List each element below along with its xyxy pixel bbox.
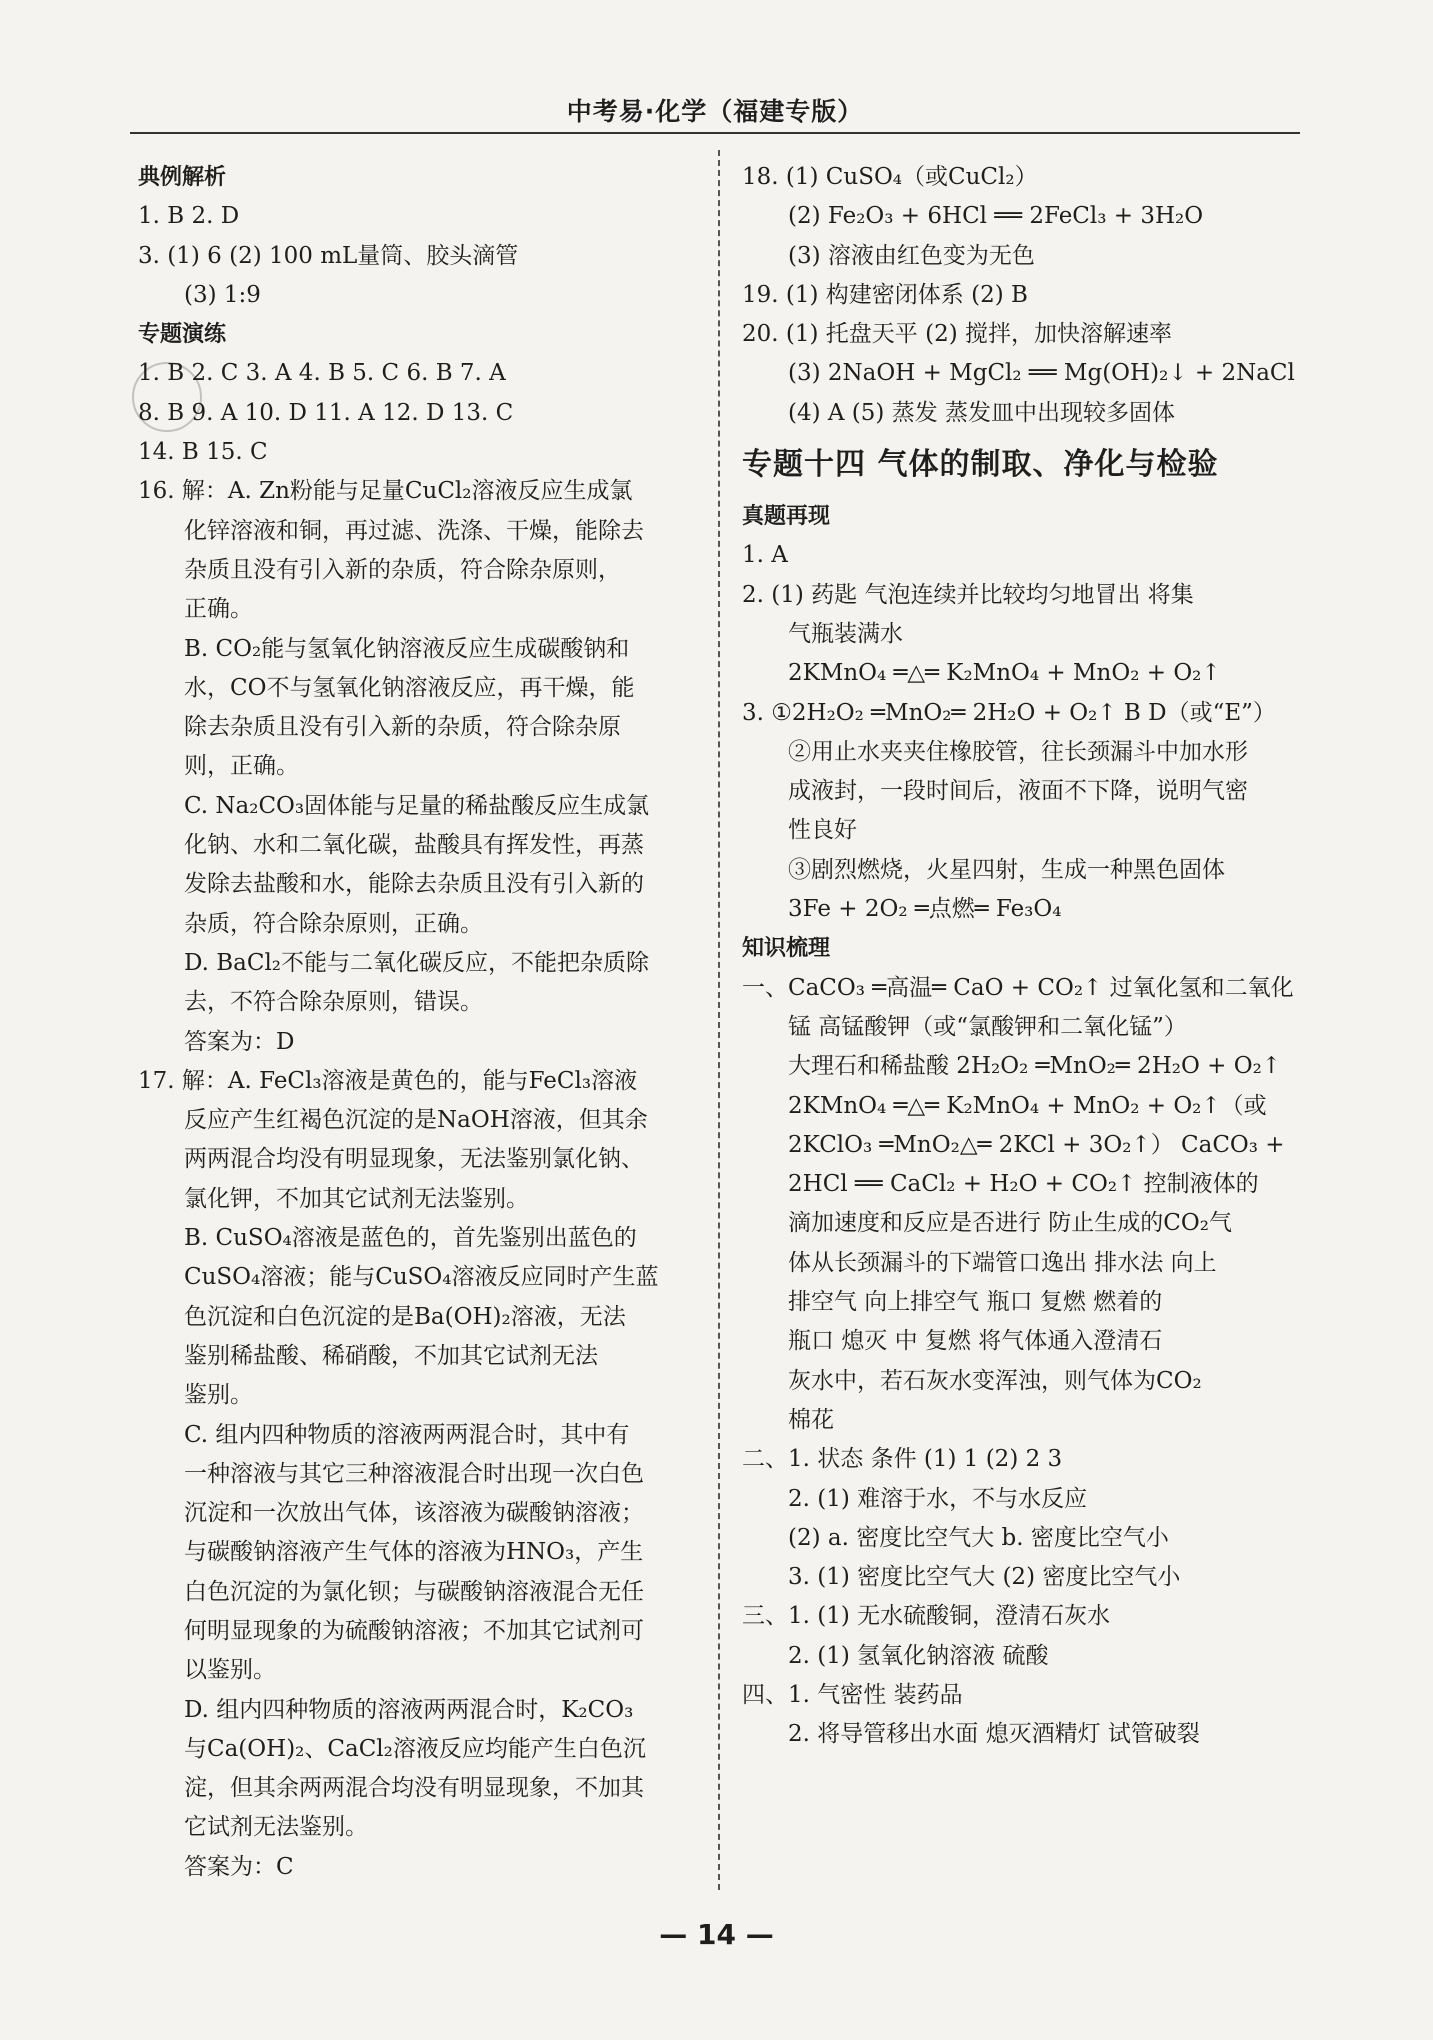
answer-line: 1. A xyxy=(742,542,788,569)
answer-line: 四、1. 气密性 装药品 xyxy=(742,1681,963,1708)
section-heading: 专题演练 xyxy=(138,322,227,348)
answer-line: 淀，但其余两两混合均没有明显现象，不加其 xyxy=(184,1775,644,1802)
answer-line: (3) 2NaOH + MgCl₂ ══ Mg(OH)₂↓ + 2NaCl xyxy=(788,360,1295,387)
answer-line: (2) a. 密度比空气大 b. 密度比空气小 xyxy=(788,1524,1169,1551)
answer-line: 何明显现象的为硫酸钠溶液；不加其它试剂可 xyxy=(184,1617,644,1644)
answer-line: 一种溶液与其它三种溶液混合时出现一次白色 xyxy=(184,1460,644,1487)
answer-line: (4) A (5) 蒸发 蒸发皿中出现较多固体 xyxy=(788,399,1176,426)
column-divider xyxy=(718,150,720,1890)
answer-line: 一、CaCO₃ ═高温═ CaO + CO₂↑ 过氧化氢和二氧化 xyxy=(742,974,1294,1001)
answer-line: 2. (1) 药匙 气泡连续并比较均匀地冒出 将集 xyxy=(742,581,1194,608)
answer-line: 20. (1) 托盘天平 (2) 搅拌，加快溶解速率 xyxy=(742,321,1172,348)
answer-line: 气瓶装满水 xyxy=(788,620,903,647)
answer-line: C. 组内四种物质的溶液两两混合时，其中有 xyxy=(184,1421,630,1448)
answer-line: 鉴别稀盐酸、稀硝酸，不加其它试剂无法 xyxy=(184,1342,598,1369)
section-heading: 真题再现 xyxy=(742,504,831,530)
answer-line: C. Na₂CO₃固体能与足量的稀盐酸反应生成氯 xyxy=(184,792,650,819)
answer-line: 氯化钾，不加其它试剂无法鉴别。 xyxy=(184,1185,529,1212)
answer-line: 滴加速度和反应是否进行 防止生成的CO₂气 xyxy=(788,1210,1232,1237)
answer-line: 8. B 9. A 10. D 11. A 12. D 13. C xyxy=(138,399,514,426)
answer-line: 1. B 2. D xyxy=(138,203,240,230)
answer-line: 它试剂无法鉴别。 xyxy=(184,1814,368,1841)
answer-line: 3. ①2H₂O₂ ═MnO₂═ 2H₂O + O₂↑ B D（或“E”） xyxy=(742,699,1276,726)
answer-line: D. BaCl₂不能与二氧化碳反应，不能把杂质除 xyxy=(184,949,650,976)
answer-line: 白色沉淀的为氯化钡；与碳酸钠溶液混合无任 xyxy=(184,1578,644,1605)
answer-line: 沉淀和一次放出气体，该溶液为碳酸钠溶液； xyxy=(184,1500,644,1527)
answer-line: 体从长颈漏斗的下端管口逸出 排水法 向上 xyxy=(788,1249,1217,1276)
page-header: 中考易·化学（福建专版） xyxy=(566,97,864,126)
answer-line: 以鉴别。 xyxy=(184,1657,276,1684)
answer-line: 除去杂质且没有引入新的杂质，符合除杂原 xyxy=(184,714,621,741)
answer-line: 与碳酸钠溶液产生气体的溶液为HNO₃，产生 xyxy=(184,1539,644,1566)
answer-line: 则，正确。 xyxy=(184,753,299,780)
answer-line: 去，不符合除杂原则，错误。 xyxy=(184,989,483,1016)
answer-line: 灰水中，若石灰水变浑浊，则气体为CO₂ xyxy=(788,1367,1202,1394)
answer-line: 2. 将导管移出水面 熄灭酒精灯 试管破裂 xyxy=(788,1721,1200,1748)
answer-line: D. 组内四种物质的溶液两两混合时，K₂CO₃ xyxy=(184,1696,634,1723)
answer-line: 锰 高锰酸钾（或“氯酸钾和二氧化锰”） xyxy=(788,1013,1187,1040)
header-rule xyxy=(130,132,1300,134)
answer-line: 反应产生红褐色沉淀的是NaOH溶液，但其余 xyxy=(184,1107,648,1134)
answer-line: B. CuSO₄溶液是蓝色的，首先鉴别出蓝色的 xyxy=(184,1225,637,1252)
answer-line: ③剧烈燃烧，火星四射，生成一种黑色固体 xyxy=(788,856,1225,883)
answer-line: B. CO₂能与氢氧化钠溶液反应生成碳酸钠和 xyxy=(184,635,630,662)
answer-line: 2KMnO₄ ═△═ K₂MnO₄ + MnO₂ + O₂↑（或 xyxy=(788,1092,1267,1119)
answer-line: 19. (1) 构建密闭体系 (2) B xyxy=(742,281,1028,308)
left-column xyxy=(138,158,693,1887)
answer-line: 性良好 xyxy=(788,817,857,844)
section-heading: 典例解析 xyxy=(138,165,227,190)
answer-line: 排空气 向上排空气 瓶口 复燃 燃着的 xyxy=(788,1289,1163,1316)
answer-line: 14. B 15. C xyxy=(138,439,268,466)
answer-line: 答案为：C xyxy=(184,1853,294,1880)
section-heading: 知识梳理 xyxy=(742,936,831,962)
answer-line: 三、1. (1) 无水硫酸铜，澄清石灰水 xyxy=(742,1603,1111,1630)
answer-line: 瓶口 熄灭 中 复燃 将气体通入澄清石 xyxy=(788,1328,1163,1355)
answer-line: 2KMnO₄ ═△═ K₂MnO₄ + MnO₂ + O₂↑ xyxy=(788,660,1221,687)
answer-line: 17. 解：A. FeCl₃溶液是黄色的，能与FeCl₃溶液 xyxy=(138,1067,638,1094)
answer-line: 二、1. 状态 条件 (1) 1 (2) 2 3 xyxy=(742,1446,1063,1473)
answer-line: 正确。 xyxy=(184,596,253,623)
answer-line: ②用止水夹夹住橡胶管，往长颈漏斗中加水形 xyxy=(788,738,1248,765)
answer-line: 杂质且没有引入新的杂质，符合除杂原则， xyxy=(184,556,621,583)
answer-line: 答案为：D xyxy=(184,1028,295,1055)
answer-line: 化锌溶液和铜，再过滤、洗涤、干燥，能除去 xyxy=(184,517,644,544)
answer-line: 16. 解：A. Zn粉能与足量CuCl₂溶液反应生成氯 xyxy=(138,478,633,505)
answer-line: 3. (1) 密度比空气大 (2) 密度比空气小 xyxy=(788,1564,1181,1591)
answer-line: 大理石和稀盐酸 2H₂O₂ ═MnO₂═ 2H₂O + O₂↑ xyxy=(788,1053,1282,1080)
answer-line: 1. B 2. C 3. A 4. B 5. C 6. B 7. A xyxy=(138,360,506,387)
answer-line: 3Fe + 2O₂ ═点燃═ Fe₃O₄ xyxy=(788,896,1062,923)
topic-14-answers xyxy=(742,497,1302,1755)
answer-line: 18. (1) CuSO₄（或CuCl₂） xyxy=(742,164,1038,190)
page-number: — 14 — xyxy=(659,1918,774,1951)
topic-title: 专题十四 气体的制取、净化与检验 xyxy=(742,447,1219,483)
answer-line: (3) 1:9 xyxy=(184,281,261,308)
answer-line: 2HCl ══ CaCl₂ + H₂O + CO₂↑ 控制液体的 xyxy=(788,1171,1259,1198)
answer-line: 2. (1) 氢氧化钠溶液 硫酸 xyxy=(788,1642,1049,1669)
answer-line: 色沉淀和白色沉淀的是Ba(OH)₂溶液，无法 xyxy=(184,1303,626,1330)
answer-line: 3. (1) 6 (2) 100 mL量筒、胶头滴管 xyxy=(138,242,519,269)
answer-line: 发除去盐酸和水，能除去杂质且没有引入新的 xyxy=(184,871,644,898)
answer-line: 成液封，一段时间后，液面不下降，说明气密 xyxy=(788,778,1248,805)
answer-line: 棉花 xyxy=(788,1406,834,1433)
answer-line: 2. (1) 难溶于水，不与水反应 xyxy=(788,1485,1088,1512)
right-column xyxy=(742,158,1302,1755)
answer-line: 与Ca(OH)₂、CaCl₂溶液反应均能产生白色沉 xyxy=(184,1735,646,1762)
answer-line: (3) 溶液由红色变为无色 xyxy=(788,242,1035,269)
answer-line: (2) Fe₂O₃ + 6HCl ══ 2FeCl₃ + 3H₂O xyxy=(788,203,1204,230)
answer-line: CuSO₄溶液；能与CuSO₄溶液反应同时产生蓝 xyxy=(184,1264,659,1291)
answer-line: 两两混合均没有明显现象，无法鉴别氯化钠、 xyxy=(184,1146,644,1173)
answers-18-20 xyxy=(742,158,1302,433)
answer-line: 杂质，符合除杂原则，正确。 xyxy=(184,910,483,937)
answer-line: 2KClO₃ ═MnO₂△═ 2KCl + 3O₂↑） CaCO₃ + xyxy=(788,1131,1285,1158)
answer-line: 鉴别。 xyxy=(184,1382,253,1409)
answer-line: 水，CO不与氢氧化钠溶液反应，再干燥，能 xyxy=(184,674,635,701)
answer-line: 化钠、水和二氧化碳，盐酸具有挥发性，再蒸 xyxy=(184,832,644,859)
